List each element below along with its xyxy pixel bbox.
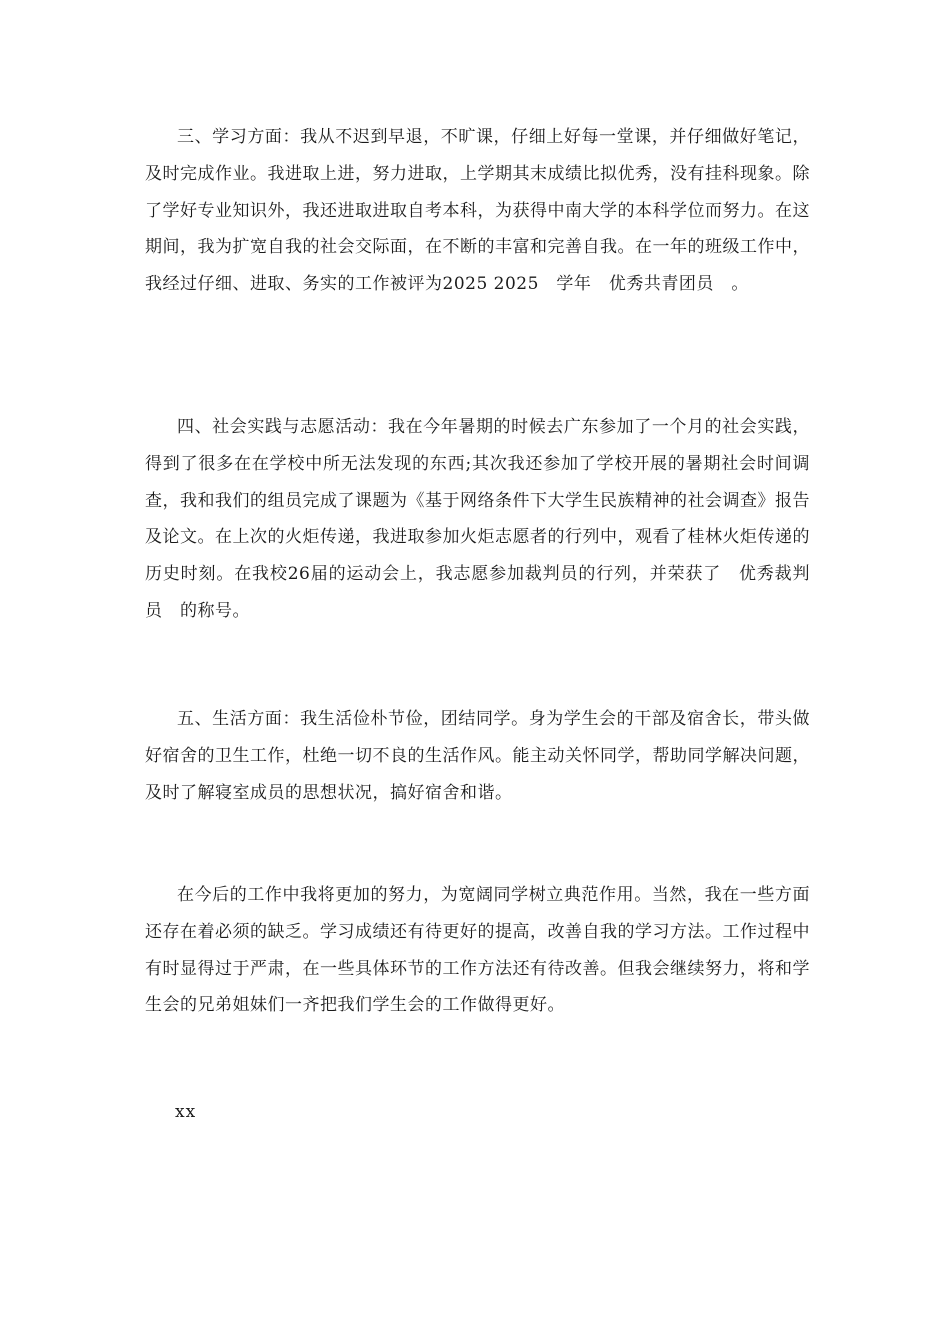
paragraph-life: 五、生活方面：我生活俭朴节俭，团结同学。身为学生会的干部及宿舍长，带头做好宿舍的卫生工作，杜绝一切不良的生活作风。能主动关怀同学，帮助同学解决问题，及时了解寝室成员的思想状况，搞好宿舍和谐。	[145, 709, 810, 803]
paragraph-study: 三、学习方面：我从不迟到早退，不旷课，仔细上好每一堂课，并仔细做好笔记，及时完成作业。我进取上进，努力进取，上学期其末成绩比拟优秀，没有挂科现象。除了学好专业知识外，我还进取进取自考本科，为获得中南大学的本科学位而努力。在这期间，我为扩宽自我的社会交际面，在不断的丰富和完善自我。在一年的班级工作中，我经过仔细、进取、务实的工作被评为2025 2025 学年 优秀共青团员 。	[145, 127, 810, 295]
paragraph-social-practice: 四、社会实践与志愿活动：我在今年暑期的时候去广东参加了一个月的社会实践，得到了很多在在学校中所无法发现的东西;其次我还参加了学校开展的暑期社会时间调查，我和我们的组员完成了课题为《基于网络条件下大学生民族精神的社会调查》报告及论文。在上次的火炬传递，我进取参加火炬志愿者的行列中，观看了桂林火炬传递的历史时刻。在我校26届的运动会上，我志愿参加裁判员的行列，并荣获了 优秀裁判员 的称号。	[145, 417, 810, 621]
signature: xx	[175, 1102, 197, 1122]
paragraph-future: 在今后的工作中我将更加的努力，为宽阔同学树立典范作用。当然，我在一些方面还存在着必须的缺乏。学习成绩还有待更好的提高，改善自我的学习方法。工作过程中有时显得过于严肃，在一些具体环节的工作方法还有待改善。但我会继续努力，将和学生会的兄弟姐妹们一齐把我们学生会的工作做得更好。	[145, 885, 810, 1016]
